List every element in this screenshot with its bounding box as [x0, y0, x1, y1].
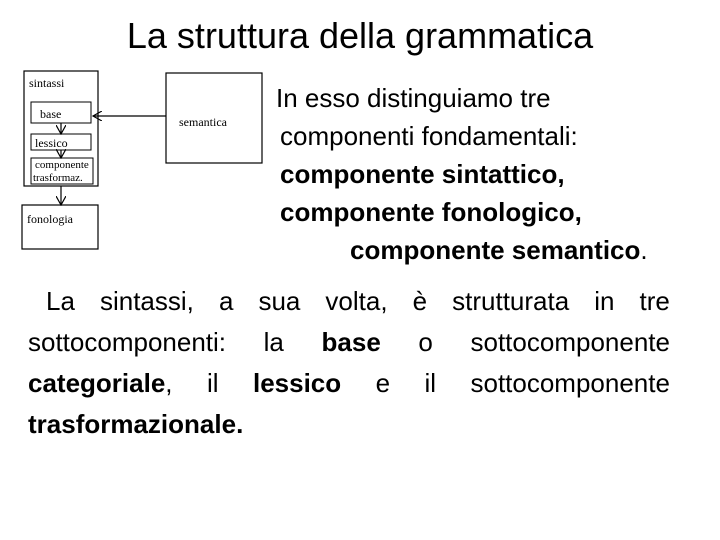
term-trasformazionale: trasformazionale.	[28, 409, 244, 439]
component-semantic: componente semantico	[350, 235, 641, 265]
semantica-label: semantica	[179, 115, 227, 129]
componente-label: componente	[35, 159, 89, 171]
component-semantic-period: .	[640, 235, 648, 265]
word: sottocomponente	[470, 327, 670, 357]
para-line-1	[28, 281, 670, 322]
component-phonological: componente fonologico,	[280, 197, 582, 227]
sintassi-label: sintassi	[29, 76, 65, 90]
word: a	[218, 286, 234, 316]
para-line-2	[28, 322, 670, 363]
word: sottocomponente	[470, 368, 670, 398]
word: sintassi,	[99, 286, 194, 316]
term-lessico: lessico	[252, 368, 342, 398]
para-line-3	[28, 363, 670, 404]
lessico-label: lessico	[35, 136, 68, 150]
trasformaz-label: trasformaz.	[33, 172, 83, 184]
word: o	[418, 327, 433, 357]
word: è	[412, 286, 428, 316]
comma: ,	[165, 368, 173, 398]
word: la	[263, 327, 284, 357]
word: in	[594, 286, 615, 316]
intro-line-1: In esso distinguiamo tre	[276, 83, 551, 113]
component-semantic-line	[350, 234, 648, 266]
word: tre	[639, 286, 670, 316]
sintassi-paragraph	[28, 281, 670, 445]
word: sottocomponenti:	[28, 327, 227, 357]
term-base: base	[321, 327, 381, 357]
base-label: base	[40, 107, 62, 121]
word: strutturata	[452, 286, 570, 316]
word: e	[375, 368, 391, 398]
component-syntactic: componente sintattico,	[280, 159, 565, 189]
word: La	[46, 286, 75, 316]
word: il	[424, 368, 437, 398]
term-categoriale: categoriale	[28, 368, 166, 398]
slide-title: La struttura della grammatica	[126, 15, 594, 56]
para-line-4	[28, 404, 670, 445]
word: sua	[258, 286, 301, 316]
fonologia-label: fonologia	[27, 212, 73, 226]
word: il	[206, 368, 219, 398]
word: volta,	[325, 286, 388, 316]
intro-line-2: componenti fondamentali:	[280, 121, 578, 151]
